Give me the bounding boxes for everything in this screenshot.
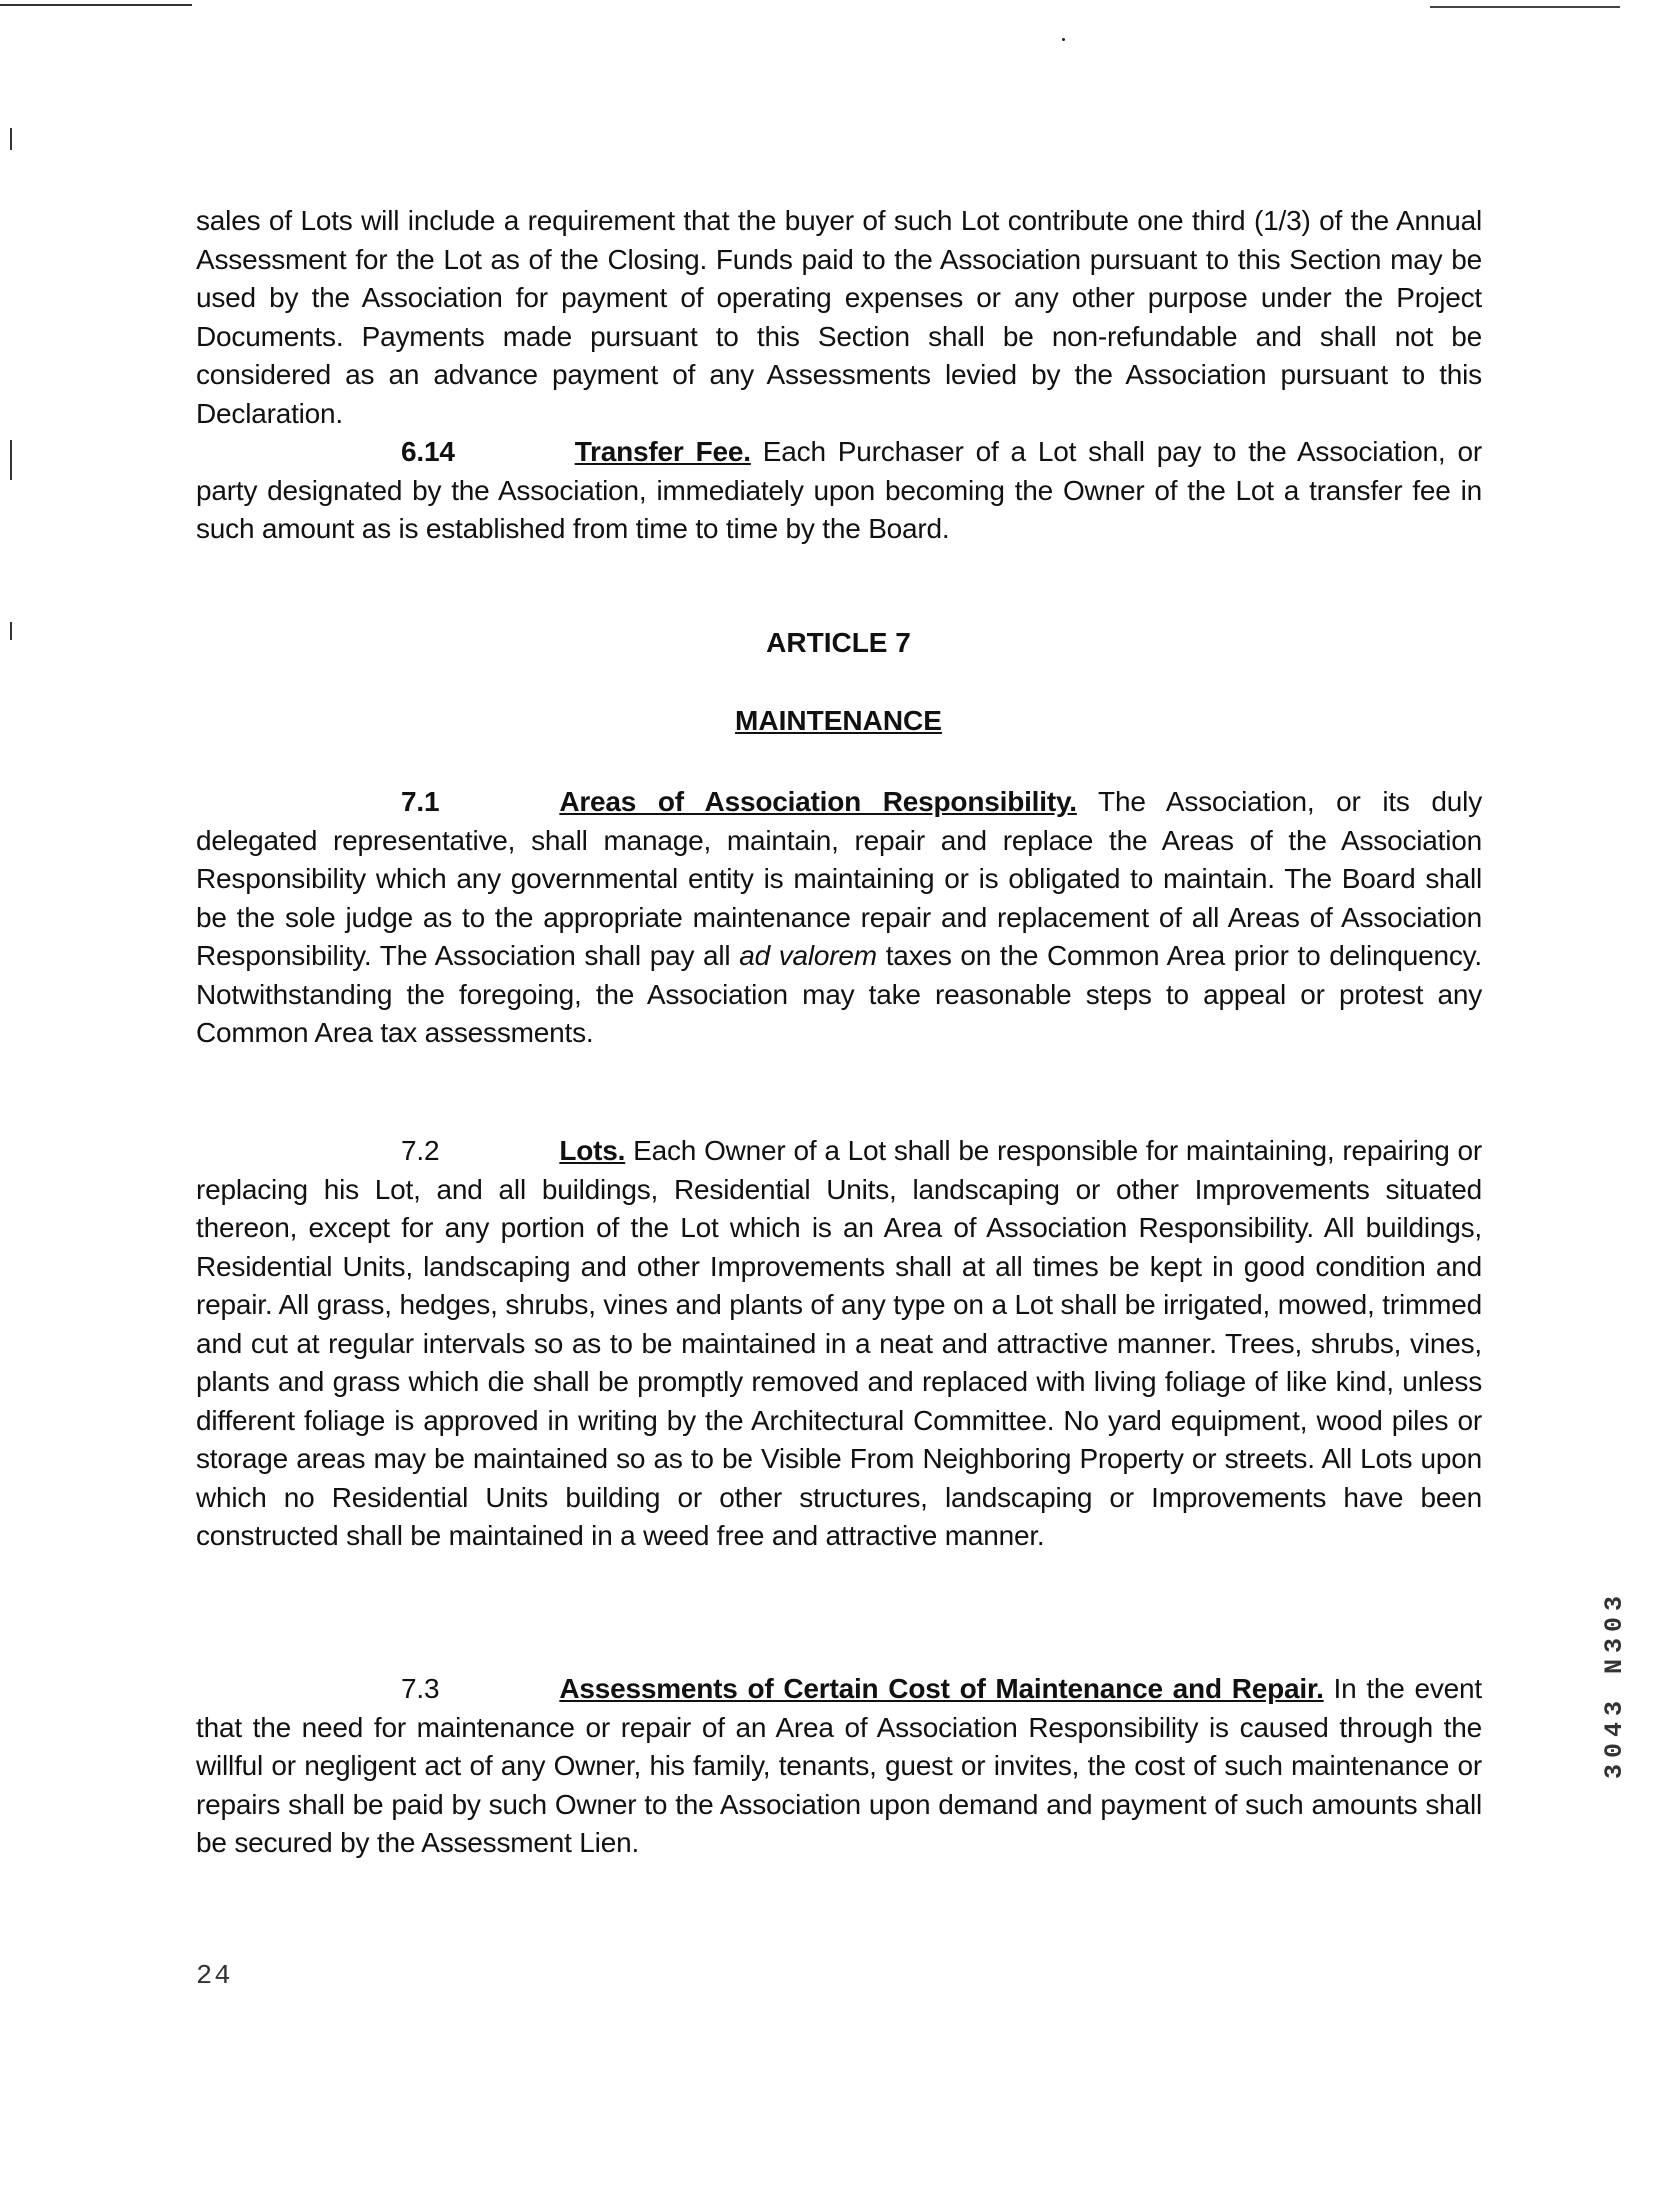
article-heading: ARTICLE 7 <box>766 627 911 658</box>
section-title: Transfer Fee. <box>574 436 751 467</box>
section-body: Each Owner of a Lot shall be responsible for maintaining, repairing or replacing his Lot, and all buildings, Residential Units, landscaping or other Improvements situated thereon, except for any portion of the Lot which is an Area of Association Responsibility. All buildings, Residential Units, landscaping and other Improvements shall at all times be kept in good condition and repair. All grass, hedges, shrubs, vines and plants of any type on a Lot shall be irrigated, mowed, trimmed and cut at regular intervals so as to be maintained in a neat and attractive manner. Trees, shrubs, vines, plants and grass which die shall be promptly removed and replaced with living foliage of like kind, unless different foliage is approved in writing by the Architectural Committee. No yard equipment, wood piles or storage areas may be maintained so as to be Visible From Neighboring Property or streets. All Lots upon which no Residential Units building or other structures, landscaping or Improvements have been constructed shall be maintained in a weed free and attractive manner. <box>196 1135 1482 1551</box>
section-number: 6.14 <box>401 436 455 467</box>
section-number: 7.2 <box>401 1135 440 1166</box>
section-title: Lots. <box>559 1135 626 1166</box>
section-7-2 <box>196 1132 1482 1556</box>
section-title: Assessments of Certain Cost of Maintenance and Repair. <box>559 1673 1324 1704</box>
section-body-italic: ad valorem <box>739 940 877 971</box>
section-number: 7.1 <box>401 786 440 817</box>
margin-mark <box>10 128 12 150</box>
margin-mark <box>10 440 12 480</box>
intro-block <box>196 202 1482 549</box>
section-7-3-block <box>196 1670 1482 1863</box>
article-subheading: MAINTENANCE <box>735 705 942 736</box>
section-7-1-block <box>196 783 1482 1053</box>
top-right-rule <box>1430 6 1620 8</box>
section-body: taxes on the Common Area prior to delinquency. Notwithstanding the foregoing, the Association may take reasonable steps to appeal or protest any Common Area tax assessments. <box>196 940 1482 1048</box>
section-body: In the event that the need for maintenance or repair of an Area of Association Responsibility is caused through the willful or negligent act of any Owner, his family, tenants, guest or invites, the cost of such maintenance or repairs shall be paid by such Owner to the Association upon demand and payment of such amounts shall be secured by the Assessment Lien. <box>196 1673 1482 1858</box>
margin-stamp: 3043 N303 <box>1600 1590 1629 1780</box>
page-number: 24 <box>196 1962 233 1992</box>
section-body: The Association, or its duly delegated representative, shall manage, maintain, repair and replace the Areas of the Association Responsibility which any governmental entity is maintaining or is obligated to maintain. The Board shall be the sole judge as to the appropriate maintenance repair and replacement of all Areas of Association Responsibility. The Association shall pay all <box>196 786 1482 971</box>
section-number: 7.3 <box>401 1673 440 1704</box>
section-7-2-block <box>196 1132 1482 1556</box>
section-6-14 <box>196 433 1482 549</box>
section-title: Areas of Association Responsibility. <box>559 786 1077 817</box>
intro-paragraph: sales of Lots will include a requirement that the buyer of such Lot contribute one third (1/3) of the Annual Assessment for the Lot as of the Closing. Funds paid to the Association pursuant to this Section may be used by the Association for payment of operating expenses or any other purpose under the Project Documents. Payments made pursuant to this Section shall be non-refundable and shall not be considered as an advance payment of any Assessments levied by the Association pursuant to this Declaration. <box>196 205 1482 429</box>
section-7-3 <box>196 1670 1482 1863</box>
scan-speck <box>1062 38 1065 41</box>
top-left-rule <box>0 4 192 6</box>
section-7-1 <box>196 783 1482 1053</box>
section-body: Each Purchaser of a Lot shall pay to the Association, or party designated by the Association, immediately upon becoming the Owner of the Lot a transfer fee in such amount as is established from time to time by the Board. <box>196 436 1482 544</box>
